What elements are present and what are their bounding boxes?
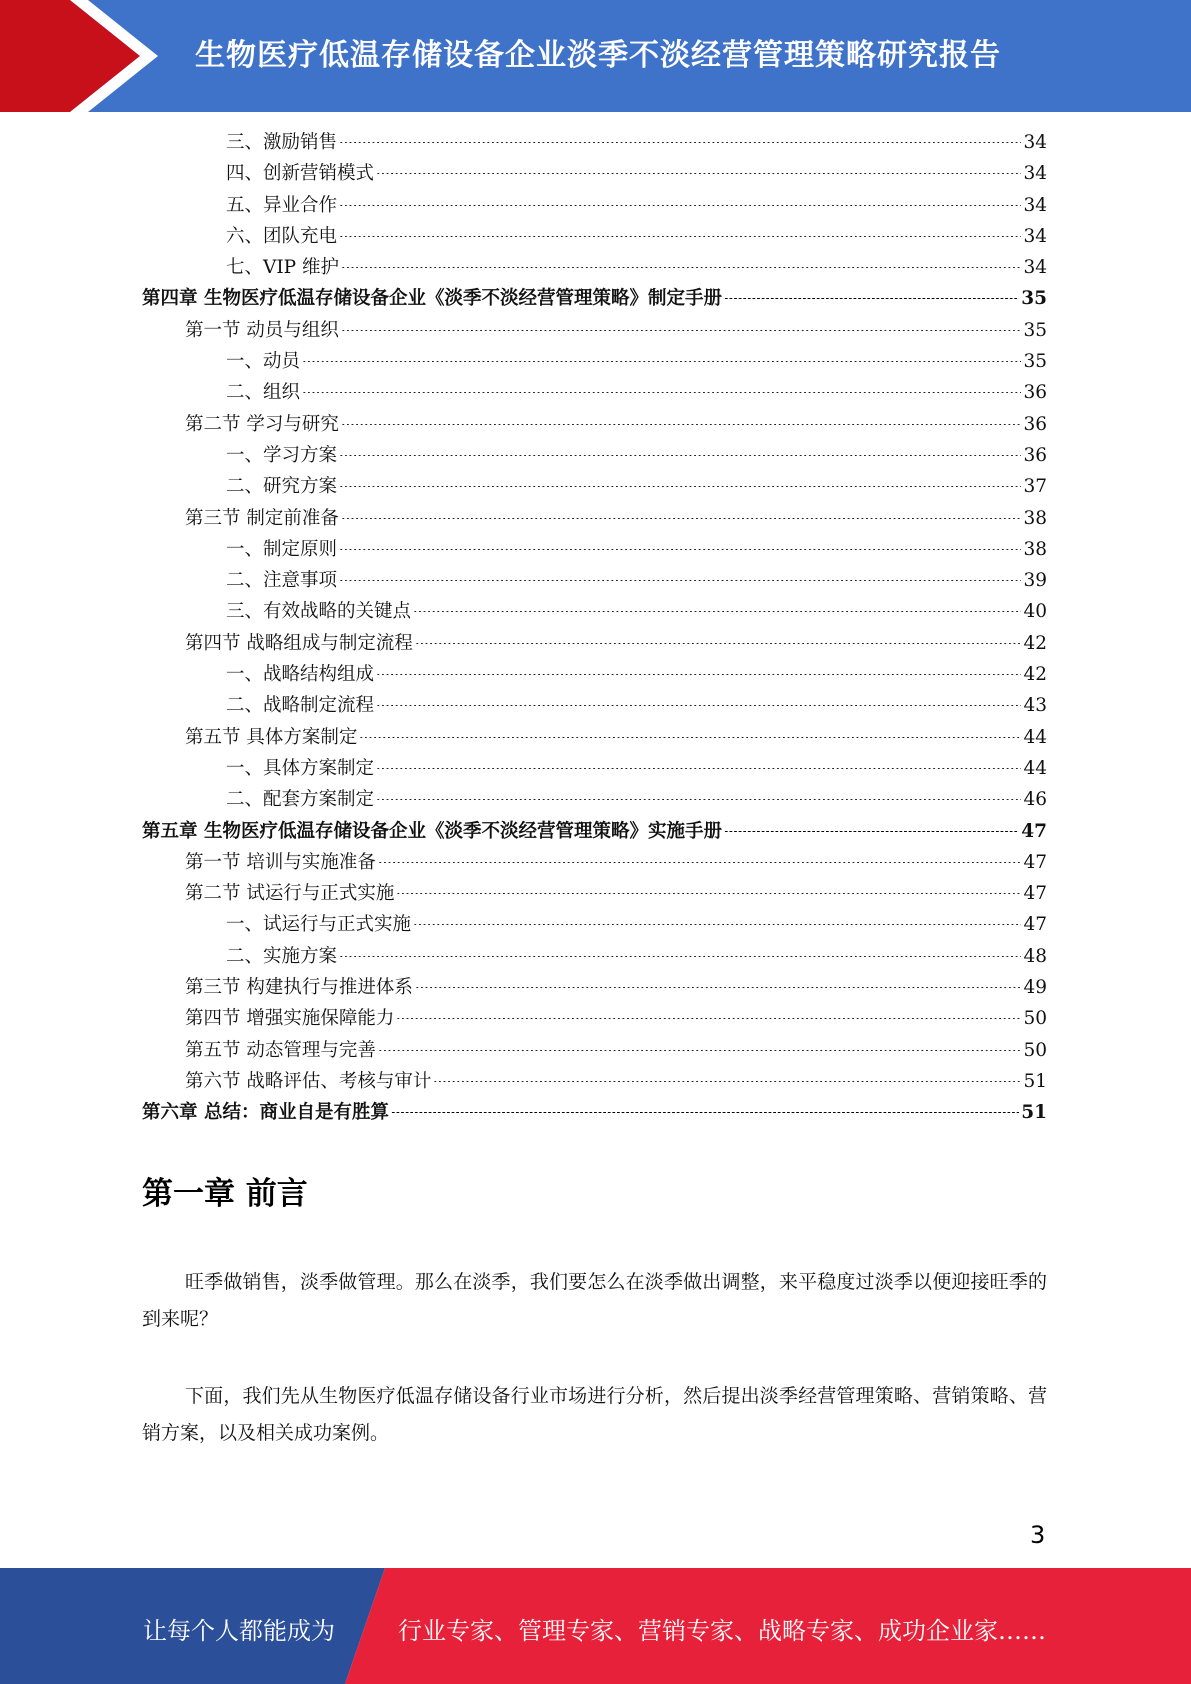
toc-dot-leader: [339, 236, 1021, 237]
toc-entry[interactable]: [142, 753, 1047, 784]
toc-dot-leader: [359, 737, 1021, 738]
toc-entry[interactable]: [142, 1003, 1047, 1034]
toc-entry[interactable]: [142, 1097, 1047, 1128]
toc-entry-title: 第三节 制定前准备: [185, 507, 339, 529]
toc-page-number: 34: [1023, 163, 1047, 185]
toc-dot-leader: [396, 893, 1021, 894]
table-of-contents: [142, 127, 1047, 1129]
toc-dot-leader: [376, 173, 1021, 174]
toc-entry[interactable]: [142, 283, 1047, 314]
toc-entry[interactable]: [142, 628, 1047, 659]
toc-dot-leader: [376, 674, 1021, 675]
toc-page-number: 39: [1023, 570, 1047, 592]
toc-entry-title: 第六章 总结：商业自是有胜算: [142, 1102, 389, 1124]
toc-page-number: 36: [1023, 382, 1047, 404]
toc-entry-title: 第六节 战略评估、考核与审计: [185, 1070, 432, 1092]
toc-entry[interactable]: [142, 409, 1047, 440]
toc-entry-title: 二、战略制定流程: [226, 695, 375, 717]
toc-entry[interactable]: [142, 503, 1047, 534]
toc-entry[interactable]: [142, 346, 1047, 377]
toc-entry-title: 第一节 培训与实施准备: [185, 851, 376, 873]
toc-dot-leader: [724, 298, 1019, 299]
toc-entry-title: 三、有效战略的关键点: [226, 601, 412, 623]
toc-entry[interactable]: [142, 659, 1047, 690]
toc-dot-leader: [341, 267, 1021, 268]
toc-entry-title: 一、动员: [226, 351, 301, 373]
toc-entry[interactable]: [142, 847, 1047, 878]
toc-dot-leader: [339, 455, 1021, 456]
toc-page-number: 47: [1021, 820, 1047, 842]
toc-entry-title: 一、制定原则: [226, 538, 338, 560]
toc-dot-leader: [339, 142, 1021, 143]
toc-page-number: 35: [1021, 288, 1047, 310]
toc-entry[interactable]: [142, 1035, 1047, 1066]
page-number: 3: [1030, 1521, 1046, 1549]
toc-page-number: 40: [1023, 601, 1047, 623]
toc-entry-title: 六、团队充电: [226, 225, 338, 247]
toc-dot-leader: [724, 831, 1019, 832]
toc-entry-title: 第五节 动态管理与完善: [185, 1039, 376, 1061]
toc-dot-leader: [415, 987, 1022, 988]
toc-entry-title: 一、战略结构组成: [226, 664, 375, 686]
toc-entry-title: 一、试运行与正式实施: [226, 914, 412, 936]
toc-dot-leader: [302, 392, 1021, 393]
toc-entry-title: 第三节 构建执行与推进体系: [185, 977, 413, 999]
toc-dot-leader: [376, 768, 1021, 769]
report-title: 生物医疗低温存储设备企业淡季不淡经营管理策略研究报告: [195, 38, 1001, 73]
footer-banner: [0, 1568, 1191, 1684]
toc-entry[interactable]: [142, 565, 1047, 596]
toc-entry[interactable]: [142, 596, 1047, 627]
toc-page-number: 44: [1023, 757, 1047, 779]
toc-entry-title: 一、具体方案制定: [226, 757, 375, 779]
toc-entry-title: 第四节 战略组成与制定流程: [185, 632, 413, 654]
toc-entry-title: 二、组织: [226, 382, 301, 404]
toc-entry[interactable]: [142, 252, 1047, 283]
toc-page-number: 51: [1021, 1102, 1047, 1124]
toc-entry[interactable]: [142, 972, 1047, 1003]
toc-page-number: 35: [1023, 319, 1047, 341]
toc-page-number: 34: [1023, 225, 1047, 247]
toc-dot-leader: [339, 486, 1021, 487]
toc-entry-title: 二、研究方案: [226, 476, 338, 498]
toc-page-number: 34: [1023, 194, 1047, 216]
toc-entry-title: 三、激励销售: [226, 132, 338, 153]
header-banner: [0, 0, 1191, 112]
toc-entry[interactable]: [142, 690, 1047, 721]
toc-entry[interactable]: [142, 190, 1047, 221]
toc-dot-leader: [339, 549, 1021, 550]
toc-entry-title: 五、异业合作: [226, 194, 338, 216]
toc-entry[interactable]: [142, 534, 1047, 565]
toc-entry[interactable]: [142, 315, 1047, 346]
toc-dot-leader: [391, 1112, 1019, 1113]
chapter-heading: 第一章 前言: [142, 1176, 308, 1212]
toc-entry-title: 二、注意事项: [226, 570, 338, 592]
toc-dot-leader: [302, 361, 1021, 362]
toc-dot-leader: [415, 643, 1022, 644]
toc-page-number: 47: [1023, 914, 1047, 936]
toc-dot-leader: [339, 956, 1021, 957]
toc-entry[interactable]: [142, 127, 1047, 158]
toc-dot-leader: [396, 1018, 1021, 1019]
toc-page-number: 38: [1023, 507, 1047, 529]
toc-page-number: 36: [1023, 413, 1047, 435]
body-paragraph: 下面，我们先从生物医疗低温存储设备行业市场进行分析，然后提出淡季经营管理策略、营销策略、营销方案，以及相关成功案例。: [142, 1385, 1047, 1444]
toc-dot-leader: [341, 330, 1022, 331]
toc-page-number: 50: [1023, 1039, 1047, 1061]
toc-entry-title: 二、实施方案: [226, 945, 338, 967]
toc-entry-title: 四、创新营销模式: [226, 163, 375, 185]
toc-dot-leader: [378, 1050, 1022, 1051]
toc-page-number: 37: [1023, 476, 1047, 498]
toc-page-number: 43: [1023, 695, 1047, 717]
toc-entry[interactable]: [142, 440, 1047, 471]
toc-page-number: 47: [1023, 851, 1047, 873]
header-chevron-graphic: [0, 0, 160, 112]
toc-entry-title: 七、VIP 维护: [226, 257, 339, 279]
toc-entry-title: 第二节 学习与研究: [185, 413, 339, 435]
toc-page-number: 35: [1023, 351, 1047, 373]
toc-dot-leader: [341, 424, 1022, 425]
toc-entry-title: 二、配套方案制定: [226, 789, 375, 811]
toc-page-number: 48: [1023, 945, 1047, 967]
toc-entry[interactable]: [142, 722, 1047, 753]
toc-page-number: 44: [1023, 726, 1047, 748]
toc-page-number: 38: [1023, 538, 1047, 560]
footer-slogan-left: 让每个人都能成为: [143, 1617, 335, 1645]
toc-entry[interactable]: [142, 158, 1047, 189]
toc-dot-leader: [339, 580, 1021, 581]
footer-slogan-right: 行业专家、管理专家、营销专家、战略专家、成功企业家……: [398, 1617, 1046, 1645]
toc-entry[interactable]: [142, 816, 1047, 847]
toc-page-number: 49: [1023, 977, 1047, 999]
toc-page-number: 36: [1023, 444, 1047, 466]
toc-dot-leader: [413, 611, 1021, 612]
toc-dot-leader: [413, 924, 1021, 925]
toc-entry-title: 第四章 生物医疗低温存储设备企业《淡季不淡经营管理策略》制定手册: [142, 288, 722, 310]
toc-entry-title: 第五章 生物医疗低温存储设备企业《淡季不淡经营管理策略》实施手册: [142, 820, 722, 842]
toc-entry-title: 第一节 动员与组织: [185, 319, 339, 341]
toc-entry-title: 第二节 试运行与正式实施: [185, 883, 395, 905]
toc-dot-leader: [341, 518, 1022, 519]
toc-entry-title: 一、学习方案: [226, 444, 338, 466]
toc-page-number: 51: [1023, 1070, 1047, 1092]
toc-dot-leader: [339, 205, 1021, 206]
toc-entry[interactable]: [142, 471, 1047, 502]
toc-entry[interactable]: [142, 784, 1047, 815]
toc-entry[interactable]: [142, 1066, 1047, 1097]
toc-page-number: 47: [1023, 883, 1047, 905]
toc-page-number: 50: [1023, 1008, 1047, 1030]
toc-page-number: 34: [1023, 132, 1047, 153]
toc-dot-leader: [378, 862, 1022, 863]
toc-entry[interactable]: [142, 377, 1047, 408]
toc-entry-title: 第四节 增强实施保障能力: [185, 1008, 395, 1030]
toc-page-number: 34: [1023, 257, 1047, 279]
toc-dot-leader: [376, 799, 1021, 800]
toc-dot-leader: [376, 705, 1021, 706]
toc-entry[interactable]: [142, 941, 1047, 972]
toc-page-number: 42: [1023, 632, 1047, 654]
toc-dot-leader: [433, 1081, 1021, 1082]
toc-entry[interactable]: [142, 221, 1047, 252]
body-paragraph: 旺季做销售，淡季做管理。那么在淡季，我们要怎么在淡季做出调整，来平稳度过淡季以便迎接旺季的到来呢？: [142, 1271, 1047, 1330]
toc-page-number: 42: [1023, 664, 1047, 686]
toc-entry[interactable]: [142, 878, 1047, 909]
toc-entry[interactable]: [142, 909, 1047, 940]
toc-page-number: 46: [1023, 789, 1047, 811]
toc-entry-title: 第五节 具体方案制定: [185, 726, 358, 748]
